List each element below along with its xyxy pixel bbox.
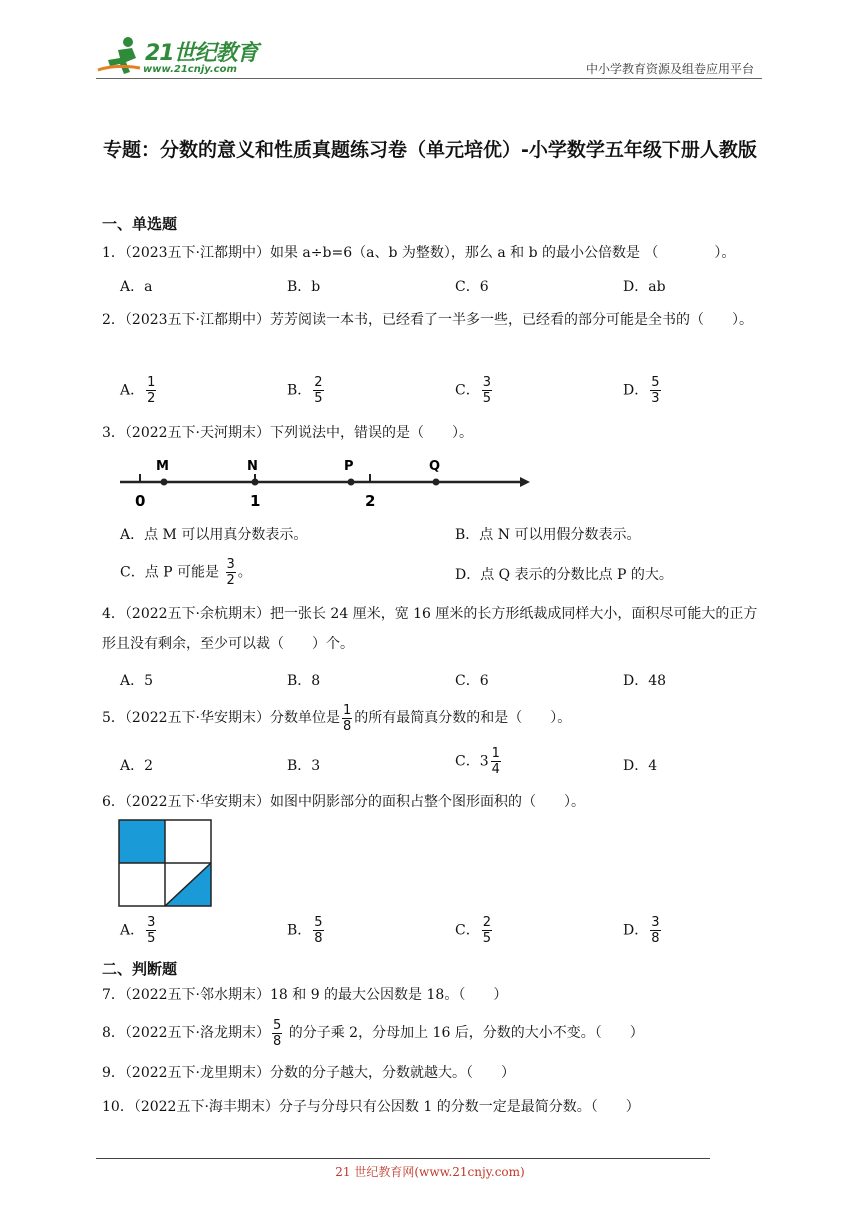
shaded-square-top-left [119, 820, 165, 863]
q4-option-d: D．48 [623, 673, 667, 689]
q3-option-d: D．点 Q 表示的分数比点 P 的大。 [455, 567, 673, 583]
q3-option-c: C．点 P 可能是 $\frac{3}{2}$ 。 [120, 557, 252, 588]
q1-option-c: C．6 [455, 279, 489, 295]
question-6: 6．（2022五下·华安期末）如图中阴影部分的面积占整个图形面积的（ ）。 [102, 794, 585, 810]
q1-option-a: A．a [120, 279, 153, 295]
fraction: $\frac{5}{3}$ [651, 375, 660, 406]
fraction: $\frac{1}{4}$ [491, 746, 500, 777]
question-10: 10．（2022五下·海丰期末）分子与分母只有公因数 1 的分数一定是最简分数。（ ） [102, 1099, 640, 1115]
header-platform-text: 中小学教育资源及组卷应用平台 [585, 62, 754, 76]
fraction: $\frac{2}{5}$ [314, 375, 323, 406]
q4-option-c: C．6 [455, 673, 489, 689]
tick-label-2: 2 [365, 492, 376, 510]
logo-url: www.21cnjy.com [143, 64, 237, 75]
q5-option-d: D．4 [623, 758, 658, 774]
q6-option-c: C． $\frac{2}{5}$ [455, 915, 491, 946]
q2-option-a: A． $\frac{1}{2}$ [120, 375, 156, 406]
fraction: $\frac{1}{8}$ [343, 702, 352, 734]
point-m-label: M [156, 459, 169, 474]
q6-option-b: B． $\frac{5}{8}$ [287, 915, 323, 946]
section-heading-true-false: 二、判断题 [102, 960, 178, 978]
q2-option-c: C． $\frac{3}{5}$ [455, 375, 491, 406]
q5-option-b: B．3 [287, 758, 321, 774]
fraction: $\frac{3}{2}$ [226, 557, 235, 588]
footer-text: 21 世纪教育网(www.21cnjy.com) [335, 1165, 525, 1179]
q4-option-b: B．8 [287, 673, 321, 689]
question-4: 4．（2022五下·余杭期末）把一张长 24 厘米，宽 16 厘米的长方形纸裁成同样大小，面积尽可能大的正方形且没有剩余，至少可以裁（ ）个。 [102, 606, 758, 652]
q1-option-d: D．ab [623, 279, 666, 295]
q3-option-a: A．点 M 可以用真分数表示。 [120, 527, 308, 543]
question-9: 9．（2022五下·龙里期末）分数的分子越大，分数就越大。（ ） [102, 1065, 515, 1081]
fraction: $\frac{1}{2}$ [147, 375, 156, 406]
question-8: 8．（2022五下·洛龙期末） $\frac{5}{8}$ 的分子乘 2，分母加上 16 后，分数的大小不变。（ ） [102, 1017, 644, 1049]
q2-option-b: B． $\frac{2}{5}$ [287, 375, 323, 406]
question-3: 3．（2022五下·天河期末）下列说法中，错误的是（ ）。 [102, 425, 473, 441]
q6-option-d: D． $\frac{3}{8}$ [623, 915, 660, 946]
q6-option-a: A． $\frac{3}{5}$ [120, 915, 156, 946]
shaded-square-diagram [118, 819, 214, 909]
fraction: $\frac{2}{5}$ [482, 915, 491, 946]
point-n-label: N [247, 459, 258, 474]
logo-text: 21世纪教育 [145, 41, 258, 66]
fraction: $\frac{5}{8}$ [273, 1017, 282, 1049]
point-p-label: P [344, 459, 354, 474]
question-7: 7．（2022五下·邻水期末）18 和 9 的最大公因数是 18。（ ） [102, 987, 508, 1003]
q5-option-c: C．3 $\frac{1}{4}$ [455, 746, 500, 777]
section-heading-single-choice: 一、单选题 [102, 215, 178, 233]
q4-option-a: A．5 [120, 673, 154, 689]
q2-option-d: D． $\frac{5}{3}$ [623, 375, 660, 406]
fraction: $\frac{3}{5}$ [482, 375, 491, 406]
number-line-diagram [116, 455, 536, 513]
tick-label-0: 0 [135, 492, 146, 510]
fraction: $\frac{3}{8}$ [651, 915, 660, 946]
question-1: 1．（2023五下·江都期中）如果 a÷b=6（a、b 为整数），那么 a 和 b 的最小公倍数是 （ ）。 [102, 245, 736, 261]
header-divider [96, 78, 762, 79]
q5-option-a: A．2 [120, 758, 154, 774]
fraction: $\frac{3}{5}$ [147, 915, 156, 946]
page-title: 专题：分数的意义和性质真题练习卷（单元培优）-小学数学五年级下册人教版 [103, 139, 757, 161]
tick-label-1: 1 [250, 492, 261, 510]
q3-option-b: B．点 N 可以用假分数表示。 [455, 527, 641, 543]
footer-divider [96, 1158, 710, 1159]
q1-option-b: B．b [287, 279, 321, 295]
fraction: $\frac{5}{8}$ [314, 915, 323, 946]
point-q-label: Q [429, 459, 441, 474]
question-2: 2．（2023五下·江都期中）芳芳阅读一本书，已经看了一半多一些，已经看的部分可能是全书的（ ）。 [102, 312, 753, 328]
question-5: 5．（2022五下·华安期末）分数单位是 $\frac{1}{8}$ 的所有最简真分数的和是（ ）。 [102, 702, 572, 734]
